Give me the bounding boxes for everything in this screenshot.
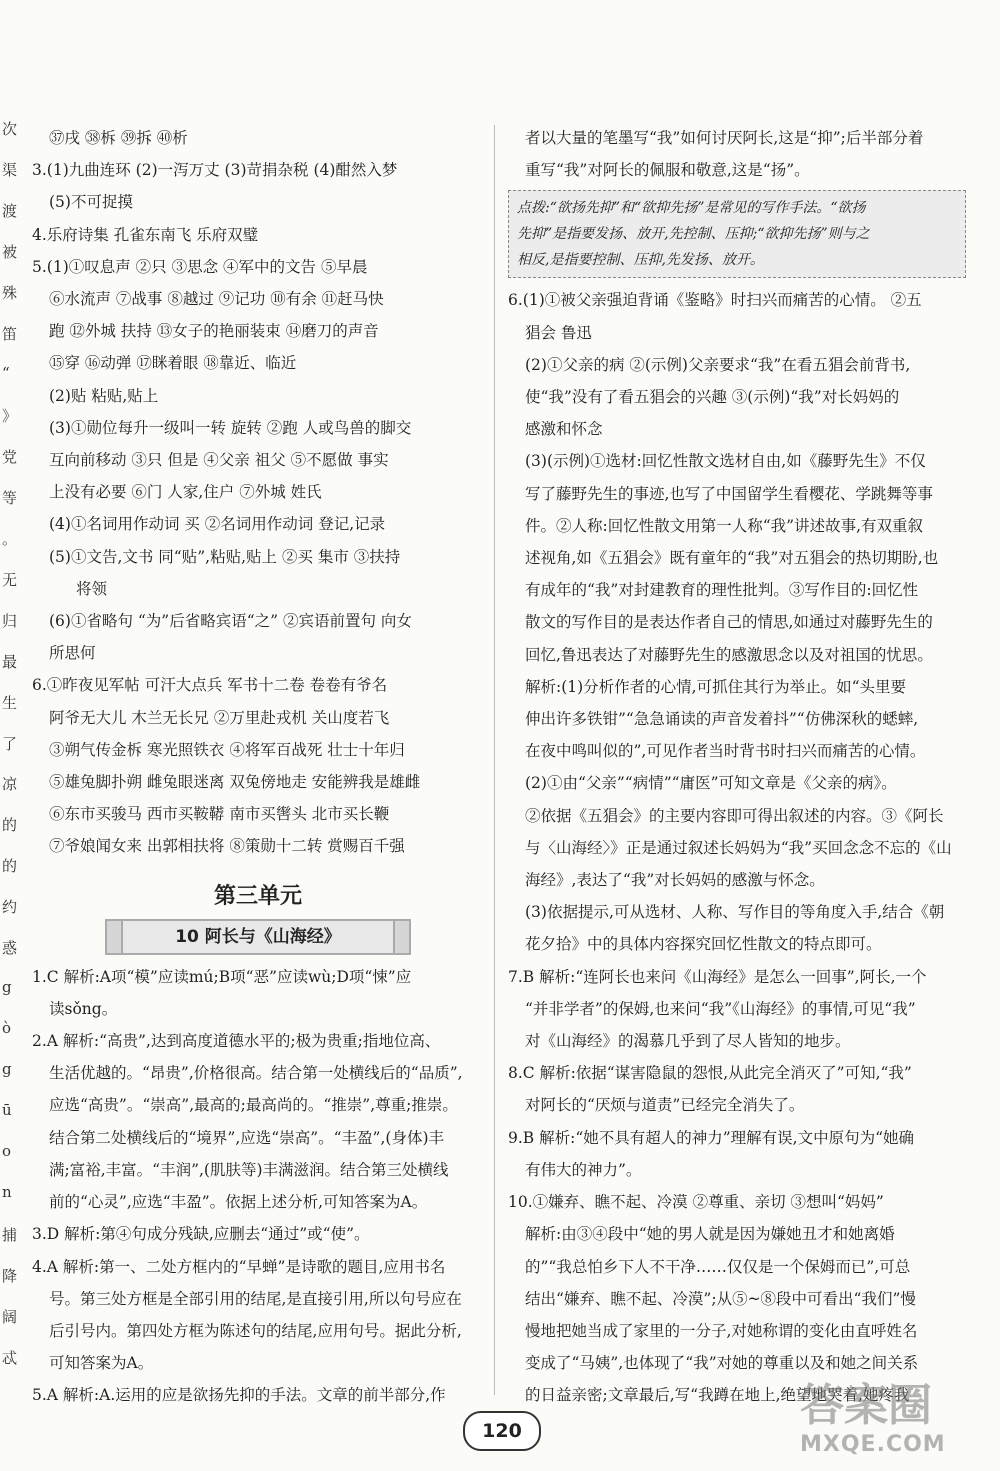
answer-line: 述视角,如《五猖会》既有童年的“我”对五猖会的热切期盼,也 [525,549,939,568]
answer-line: 4.A 解析:第一、二处方框内的“早蝉”是诗歌的题目,应用书名 [32,1257,446,1276]
edge-char: 的 [2,816,18,834]
answer-line: 与〈山海经〉》正是通过叙述长妈妈为“我”买回念念不忘的《山 [525,838,952,857]
answer-line: (5)不可捉摸 [49,193,133,212]
tip-box [508,190,966,278]
watermark-logo [800,1380,990,1465]
edge-char: 约 [2,898,18,916]
answer-line: 散文的写作目的是表达作者自己的情思,如通过对藤野先生的 [525,613,933,632]
answer-line: 5.A 解析:A.运用的应是欲扬先抑的手法。文章的前半部分,作 [32,1386,446,1405]
answer-line: 5.(1)①叹息声 ②只 ③思念 ④军中的文告 ⑤早晨 [32,257,368,276]
edge-char: 被 [2,243,18,261]
answer-line: 应选“高贵”。“崇高”,最高的;最高尚的。“推崇”,尊重;推崇。 [49,1096,458,1115]
answer-line: 后引号内。第四处方框为陈述句的结尾,应用句号。据此分析, [49,1321,462,1340]
answer-line: 感激和怀念 [525,420,603,439]
answer-line: 有伟大的神力”。 [525,1160,642,1179]
answer-line: 1.C 解析:A项“模”应读mú;B项“恶”应读wù;D项“悚”应 [32,967,412,986]
answer-line: 3.(1)九曲连环 (2)一泻万丈 (3)苛捐杂税 (4)酣然入梦 [32,161,398,180]
edge-char: ū [2,1101,12,1119]
edge-char: 渡 [2,202,18,220]
answer-line: 可知答案为A。 [49,1354,154,1373]
edge-char: 次 [2,120,18,138]
answer-line: 的日益亲密;文章最后,写“我蹲在地上,绝望地哭着,她疼我 [525,1386,910,1405]
answer-line: 重写“我”对阿长的佩服和敬意,这是“扬”。 [525,161,810,180]
answer-line: 对阿长的“厌烦与道责”已经完全消失了。 [525,1096,805,1115]
answer-line: 海经》,表达了“我”对长妈妈的感激与怀念。 [525,871,825,890]
answer-line: (2)①由“父亲”“病情”“庸医”可知文章是《父亲的病》。 [525,774,897,793]
edge-char: 降 [2,1267,18,1285]
edge-char: n [2,1183,12,1201]
answer-line: 将领 [76,579,108,598]
answer-line: (3)(示例)①选材:回忆性散文选材自由,如《藤野先生》不仅 [525,452,926,471]
tip-line: 点拨:“欲扬先抑”和“欲抑先扬”是常见的写作手法。“欲扬 [517,200,866,217]
answer-line: 前的“心灵”,应选“丰盈”。依据上述分析,可知答案为A。 [49,1193,428,1212]
answer-line: 所思何 [49,644,96,663]
answer-line: 者以大量的笔墨写“我”如何讨厌阿长,这是“抑”;后半部分着 [525,129,924,147]
left-answer-lines [32,122,484,863]
right-column [508,122,966,1412]
edge-char: 最 [2,653,18,671]
answer-line: 变成了“马姨”,也体现了“我”对她的尊重以及和她之间关系 [525,1354,919,1373]
answer-line: 8.C 解析:依据“谋害隐鼠的怨恨,从此完全消灭了”可知,“我” [508,1064,912,1083]
answer-line: (2)①父亲的病 ②(示例)父亲要求“我”在看五猖会前背书, [525,355,911,374]
edge-char: o [2,1142,12,1160]
edge-char: 捕 [2,1226,18,1244]
edge-char: 了 [2,735,18,753]
answer-line: 上没有必要 ⑥门 人家,住户 ⑦外城 姓氏 [49,483,322,502]
answer-line: ⑤雄兔脚扑朔 雌兔眼迷离 双兔傍地走 安能辨我是雄雌 [49,773,421,792]
answer-line: ③朔气传金柝 寒光照铁衣 ④将军百战死 壮士十年归 [49,740,405,759]
answer-line: 猖会 鲁迅 [525,323,592,342]
answer-line: 花夕拾》中的具体内容探究回忆性散文的特点即可。 [525,935,882,954]
answer-line: 互向前移动 ③只 但是 ④父亲 祖父 ⑤不愿做 事实 [49,451,389,470]
answer-line: (2)贴 粘贴,贴上 [49,386,159,405]
answer-line: 4.乐府诗集 孔雀东南飞 乐府双璧 [32,225,259,244]
left-column [32,122,484,1412]
answer-line: 满;富裕,丰富。“丰润”,(肌肤等)丰满滋润。结合第三处横线 [49,1160,449,1179]
edge-char: 惑 [2,939,18,957]
answer-line: ⑥水流声 ⑦战事 ⑧越过 ⑨记功 ⑩有余 ⑪赶马快 [49,290,384,309]
edge-char: 无 [2,571,18,589]
answer-line: “并非学者”的保姆,也来问“我”《山海经》的事情,可见“我” [525,999,916,1018]
edge-char: 的 [2,857,18,875]
edge-char: ò [2,1019,12,1037]
answer-line: (4)①名词用作动词 买 ②名词用作动词 登记,记录 [49,515,386,534]
edge-char: 生 [2,694,18,712]
watermark-main-text: 答案圈 [800,1380,932,1431]
answer-line: 在夜中鸣叫似的”,可见作者当时背书时扫兴而痛苦的心情。 [525,742,926,761]
lesson-banner: 10 阿长与《山海经》 [121,919,395,955]
answer-line: 解析:由③④段中“她的男人就是因为嫌她丑才和她离婚 [525,1225,895,1244]
answer-line: 6.①昨夜见军帖 可汗大点兵 军书十二卷 卷卷有爷名 [32,676,388,695]
answer-line: 回忆,鲁迅表达了对藤野先生的感激思念以及对祖国的忧思。 [525,645,933,664]
answer-line: (3)①勋位每升一级叫一转 旋转 ②跑 人或鸟兽的脚交 [49,418,412,437]
edge-char: 阔 [2,1308,18,1326]
answer-line: ⑥东市买骏马 西市买鞍鞯 南市买辔头 北市买长鞭 [49,805,390,824]
edge-char: g [2,1060,12,1078]
edge-char: 忒 [2,1349,18,1367]
answer-line: ②依据《五猖会》的主要内容即可得出叙述的内容。③《阿长 [525,806,944,825]
unit-title: 第三单元 [213,883,302,909]
right-answer-lines [508,284,966,1411]
answer-line: 结出“嫌弃、瞧不起、冷漠”;从⑤~⑧段中可看出“我们”慢 [525,1289,916,1308]
answer-line: 有成年的“我”对封建教育的理性批判。③写作目的:回忆性 [525,581,919,600]
edge-char: 渠 [2,161,18,179]
edge-char: “ [2,364,10,382]
tip-line: 相反,是指要控制、压抑,先发扬、放开。 [517,252,764,269]
answer-line: ㊲戌 ㊳柝 ㊴拆 ㊵析 [49,129,188,147]
edge-char: 凉 [2,775,18,793]
answer-line: 7.B 解析:“连阿长也来问《山海经》是怎么一回事”,阿长,一个 [508,967,927,986]
answer-line: 2.A 解析:“高贵”,达到高度道德水平的;极为贵重;指地位高、 [32,1032,441,1051]
answer-line: 慢地把她当成了家里的一分子,对她称谓的变化由直呼姓名 [525,1321,918,1340]
answer-line: 使“我”没有了看五猖会的兴趣 ③(示例)“我”对长妈妈的 [525,388,900,407]
answer-line: ⑮穿 ⑯动弹 ⑰眯着眼 ⑱靠近、临近 [49,354,297,373]
edge-char: 归 [2,612,18,630]
answer-line: 的”“我总怕乡下人不干净……仅仅是一个保姆而已”,可总 [525,1257,911,1276]
answer-line: 9.B 解析:“她不具有超人的神力”理解有误,文中原句为“她确 [508,1128,915,1147]
answer-line: 阿爷无大儿 木兰无长兄 ②万里赴戎机 关山度若飞 [49,708,390,727]
answer-line: 伸出许多铁钳”“急急诵读的声音发着抖”“仿佛深秋的蟋蟀, [525,710,919,729]
answer-line: (5)①文告,文书 同“贴”,粘贴,贴上 ②买 集市 ③扶持 [49,547,401,566]
edge-char: 。 [2,530,18,548]
answer-line: 解析:(1)分析作者的心情,可抓住其行为举止。如“头里要 [525,677,907,696]
answer-line: 跑 ⑫外城 扶持 ⑬女子的艳丽装束 ⑭磨刀的声音 [49,322,379,341]
watermark-url: MXQE.COM [800,1432,946,1457]
column-divider [494,125,495,1395]
answer-line: ⑦爷娘闻女来 出郭相扶将 ⑧策勋十二转 赏赐百千强 [49,837,405,856]
edge-char: 党 [2,448,18,466]
edge-char: 等 [2,489,18,507]
edge-char: g [2,978,12,996]
answer-line: 10.①嫌弃、瞧不起、冷漠 ②尊重、亲切 ③想叫“妈妈” [508,1193,884,1212]
answer-line: 结合第二处横线后的“境界”,应选“崇高”。“丰盈”,(身体)丰 [49,1128,444,1147]
answer-line: 写了藤野先生的事迹,也写了中国留学生看樱花、学跳舞等事 [525,484,933,503]
left-edge-text-strip [0,118,22,1398]
answer-line: 读sǒng。 [49,999,118,1018]
right-top-lines [508,122,966,186]
edge-char: 》 [2,407,18,425]
lesson-answer-lines [32,961,484,1412]
answer-line: (6)①省略句 “为”后省略宾语“之” ②宾语前置句 向女 [49,612,412,631]
edge-char: 殊 [2,284,18,302]
page-number: 120 [463,1411,541,1451]
answer-line: 3.D 解析:第④句成分残缺,应删去“通过”或“使”。 [32,1225,370,1244]
answer-line: 号。第三处方框是全部引用的结尾,是直接引用,所以句号应在 [49,1289,462,1308]
answer-line: (3)依据提示,可从选材、人称、写作目的等角度入手,结合《朝 [525,903,945,922]
answer-line: 对《山海经》的渴慕几乎到了尽人皆知的地步。 [525,1032,851,1051]
answer-line: 生活优越的。“昂贵”,价格很高。结合第一处横线后的“品质”, [49,1064,463,1083]
answer-line: 6.(1)①被父亲强迫背诵《鉴略》时扫兴而痛苦的心情。 ②五 [508,291,922,310]
answer-line: 件。②人称:回忆性散文用第一人称“我”讲述故事,有双重叙 [525,516,923,535]
tip-line: 先抑”是指要发扬、放开,先控制、压抑;“欲抑先扬”则与之 [517,226,870,243]
edge-char: 笛 [2,325,18,343]
